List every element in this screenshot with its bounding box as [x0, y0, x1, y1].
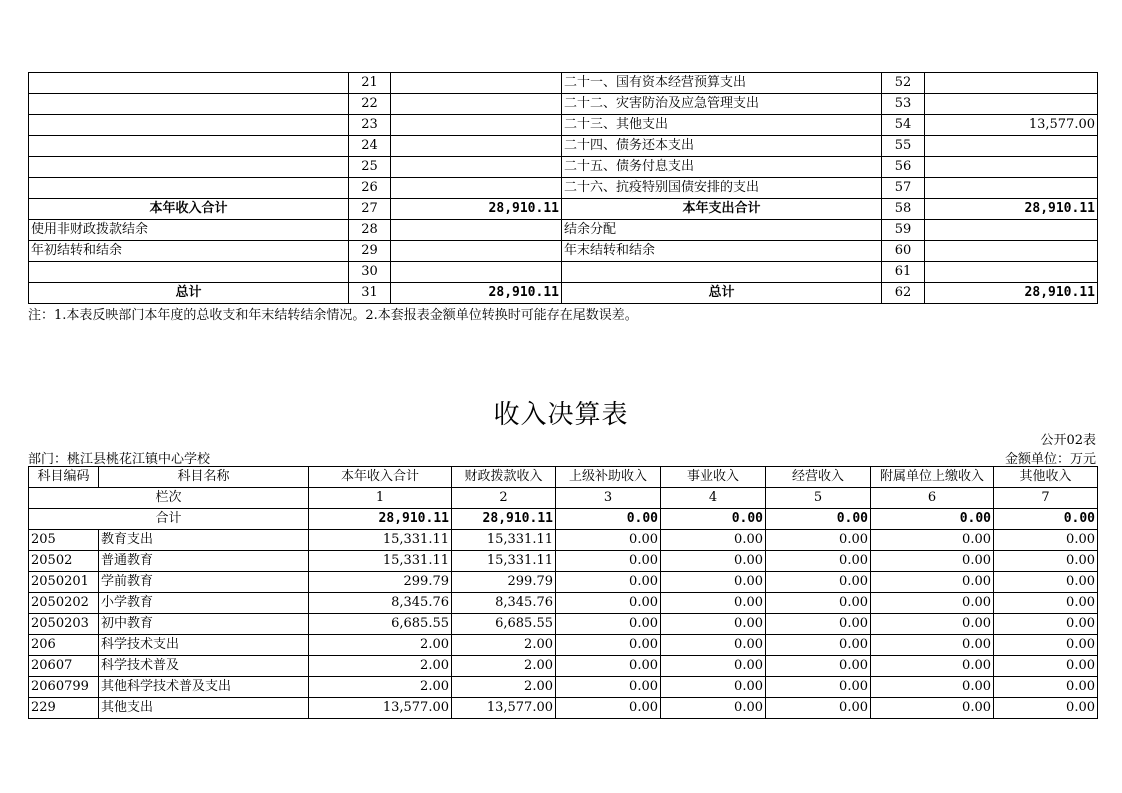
amount-cell: 0.00 — [556, 572, 661, 593]
subject-name-cell: 小学教育 — [99, 593, 309, 614]
amount-cell: 0.00 — [766, 656, 871, 677]
summary-row — [29, 115, 1098, 136]
amount-cell: 0.00 — [871, 698, 994, 719]
amount-cell: 0.00 — [661, 698, 766, 719]
summary-row — [29, 73, 1098, 94]
left-item-label — [29, 262, 349, 283]
right-line-number: 59 — [882, 220, 925, 241]
amount-cell: 2.00 — [452, 656, 556, 677]
amount-cell: 0.00 — [871, 635, 994, 656]
left-item-label: 总计 — [29, 283, 349, 304]
right-item-label — [562, 262, 882, 283]
left-item-label — [29, 136, 349, 157]
summary-row — [29, 241, 1098, 262]
summary-row — [29, 157, 1098, 178]
right-line-number: 55 — [882, 136, 925, 157]
table-row — [29, 614, 1098, 635]
amount-cell: 0.00 — [994, 656, 1098, 677]
left-amount — [391, 220, 562, 241]
left-item-label — [29, 73, 349, 94]
amount-cell: 0.00 — [994, 677, 1098, 698]
header-cell: 经营收入 — [766, 467, 871, 488]
column-number-cell: 3 — [556, 488, 661, 509]
header-cell: 财政拨款收入 — [452, 467, 556, 488]
amount-cell: 299.79 — [309, 572, 452, 593]
subject-code-cell: 2050203 — [29, 614, 99, 635]
left-amount — [391, 178, 562, 199]
table-note: 注：1.本表反映部门本年度的总收支和年末结转结余情况。2.本套报表金额单位转换时可能存在尾数误差。 — [28, 308, 638, 323]
amount-cell: 0.00 — [661, 677, 766, 698]
subject-code-cell: 20502 — [29, 551, 99, 572]
subject-name-cell: 其他支出 — [99, 698, 309, 719]
amount-cell: 8,345.76 — [452, 593, 556, 614]
left-item-label — [29, 115, 349, 136]
amount-cell: 6,685.55 — [452, 614, 556, 635]
summary-row — [29, 136, 1098, 157]
amount-cell: 0.00 — [766, 572, 871, 593]
amount-cell: 6,685.55 — [309, 614, 452, 635]
amount-cell: 0.00 — [994, 551, 1098, 572]
right-item-label: 二十二、灾害防治及应急管理支出 — [562, 94, 882, 115]
left-line-number: 29 — [349, 241, 391, 262]
amount-cell: 0.00 — [661, 551, 766, 572]
table-row — [29, 698, 1098, 719]
left-line-number: 22 — [349, 94, 391, 115]
right-amount: 13,577.00 — [925, 115, 1098, 136]
form-number: 公开02表 — [1040, 433, 1096, 448]
amount-cell: 13,577.00 — [309, 698, 452, 719]
summary-row — [29, 178, 1098, 199]
amount-cell: 0.00 — [871, 614, 994, 635]
subject-name-cell: 其他科学技术普及支出 — [99, 677, 309, 698]
amount-cell: 0.00 — [994, 530, 1098, 551]
amount-cell: 0.00 — [766, 530, 871, 551]
right-line-number: 57 — [882, 178, 925, 199]
header-cell: 附属单位上缴收入 — [871, 467, 994, 488]
summary-row — [29, 220, 1098, 241]
total-value-cell: 0.00 — [556, 509, 661, 530]
total-value-cell: 28,910.11 — [452, 509, 556, 530]
right-line-number: 58 — [882, 199, 925, 220]
left-line-number: 25 — [349, 157, 391, 178]
subject-name-cell: 初中教育 — [99, 614, 309, 635]
right-item-label: 二十三、其他支出 — [562, 115, 882, 136]
total-value-cell: 0.00 — [994, 509, 1098, 530]
right-amount — [925, 241, 1098, 262]
left-line-number: 24 — [349, 136, 391, 157]
left-amount — [391, 94, 562, 115]
amount-cell: 0.00 — [871, 551, 994, 572]
summary-table-body — [29, 73, 1098, 304]
amount-cell: 0.00 — [661, 635, 766, 656]
amount-cell: 0.00 — [556, 593, 661, 614]
left-item-label — [29, 157, 349, 178]
summary-table — [28, 72, 1098, 304]
total-value-cell: 0.00 — [661, 509, 766, 530]
right-amount — [925, 136, 1098, 157]
column-number-cell: 4 — [661, 488, 766, 509]
left-amount — [391, 157, 562, 178]
column-number-row — [29, 488, 1098, 509]
amount-cell: 0.00 — [766, 635, 871, 656]
right-line-number: 62 — [882, 283, 925, 304]
left-line-number: 28 — [349, 220, 391, 241]
amount-cell: 2.00 — [309, 656, 452, 677]
header-cell: 科目编码 — [29, 467, 99, 488]
right-item-label: 二十五、债务付息支出 — [562, 157, 882, 178]
subject-name-cell: 教育支出 — [99, 530, 309, 551]
right-amount — [925, 94, 1098, 115]
amount-cell: 0.00 — [871, 530, 994, 551]
amount-cell: 15,331.11 — [309, 551, 452, 572]
right-line-number: 52 — [882, 73, 925, 94]
header-cell: 其他收入 — [994, 467, 1098, 488]
left-item-label: 本年收入合计 — [29, 199, 349, 220]
amount-cell: 15,331.11 — [309, 530, 452, 551]
left-line-number: 23 — [349, 115, 391, 136]
amount-cell: 0.00 — [556, 677, 661, 698]
table-row — [29, 530, 1098, 551]
left-line-number: 26 — [349, 178, 391, 199]
amount-cell: 13,577.00 — [452, 698, 556, 719]
subject-code-cell: 2050201 — [29, 572, 99, 593]
total-row — [29, 509, 1098, 530]
summary-row — [29, 94, 1098, 115]
amount-cell: 0.00 — [556, 635, 661, 656]
left-amount — [391, 241, 562, 262]
left-item-label — [29, 94, 349, 115]
left-amount — [391, 73, 562, 94]
amount-cell: 0.00 — [871, 677, 994, 698]
right-item-label: 二十四、债务还本支出 — [562, 136, 882, 157]
right-item-label: 总计 — [562, 283, 882, 304]
amount-cell: 2.00 — [452, 635, 556, 656]
table-row — [29, 635, 1098, 656]
left-item-label — [29, 178, 349, 199]
amount-cell: 0.00 — [661, 530, 766, 551]
amount-cell: 299.79 — [452, 572, 556, 593]
amount-cell: 0.00 — [871, 572, 994, 593]
header-cell: 本年收入合计 — [309, 467, 452, 488]
right-amount: 28,910.11 — [925, 283, 1098, 304]
right-amount — [925, 262, 1098, 283]
column-number-cell: 2 — [452, 488, 556, 509]
subject-code-cell: 2060799 — [29, 677, 99, 698]
left-amount — [391, 115, 562, 136]
table-row — [29, 677, 1098, 698]
amount-cell: 15,331.11 — [452, 551, 556, 572]
subject-code-cell: 2050202 — [29, 593, 99, 614]
column-label-cell: 栏次 — [29, 488, 309, 509]
amount-cell: 0.00 — [766, 698, 871, 719]
amount-cell: 0.00 — [556, 656, 661, 677]
subject-code-cell: 205 — [29, 530, 99, 551]
subject-name-cell: 普通教育 — [99, 551, 309, 572]
left-line-number: 30 — [349, 262, 391, 283]
total-value-cell: 0.00 — [871, 509, 994, 530]
right-item-label: 二十一、国有资本经营预算支出 — [562, 73, 882, 94]
amount-cell: 0.00 — [556, 614, 661, 635]
right-amount — [925, 220, 1098, 241]
right-amount — [925, 73, 1098, 94]
right-line-number: 56 — [882, 157, 925, 178]
amount-cell: 0.00 — [661, 593, 766, 614]
summary-row — [29, 199, 1098, 220]
subject-code-cell: 20607 — [29, 656, 99, 677]
amount-cell: 0.00 — [994, 635, 1098, 656]
amount-cell: 0.00 — [766, 593, 871, 614]
right-item-label: 本年支出合计 — [562, 199, 882, 220]
subject-code-cell: 206 — [29, 635, 99, 656]
amount-cell: 0.00 — [994, 614, 1098, 635]
left-item-label: 使用非财政拨款结余 — [29, 220, 349, 241]
amount-cell: 0.00 — [994, 572, 1098, 593]
amount-cell: 0.00 — [871, 656, 994, 677]
column-number-cell: 6 — [871, 488, 994, 509]
amount-cell: 0.00 — [661, 614, 766, 635]
department-label: 部门：桃江县桃花江镇中心学校 — [28, 452, 211, 467]
left-item-label: 年初结转和结余 — [29, 241, 349, 262]
right-item-label: 年末结转和结余 — [562, 241, 882, 262]
subject-name-cell: 科学技术普及 — [99, 656, 309, 677]
right-amount — [925, 157, 1098, 178]
amount-cell: 2.00 — [309, 677, 452, 698]
table-row — [29, 572, 1098, 593]
column-number-cell: 5 — [766, 488, 871, 509]
column-number-cell: 7 — [994, 488, 1098, 509]
left-line-number: 31 — [349, 283, 391, 304]
right-item-label: 结余分配 — [562, 220, 882, 241]
left-amount: 28,910.11 — [391, 199, 562, 220]
subject-name-cell: 学前教育 — [99, 572, 309, 593]
left-line-number: 27 — [349, 199, 391, 220]
amount-cell: 2.00 — [452, 677, 556, 698]
right-amount — [925, 178, 1098, 199]
amount-cell: 0.00 — [556, 551, 661, 572]
right-line-number: 61 — [882, 262, 925, 283]
subject-code-cell: 229 — [29, 698, 99, 719]
left-amount: 28,910.11 — [391, 283, 562, 304]
table-row — [29, 593, 1098, 614]
amount-cell: 0.00 — [556, 698, 661, 719]
unit-label: 金额单位：万元 — [1004, 452, 1096, 467]
right-line-number: 54 — [882, 115, 925, 136]
page-title: 收入决算表 — [493, 400, 629, 430]
amount-cell: 0.00 — [661, 572, 766, 593]
right-line-number: 60 — [882, 241, 925, 262]
amount-cell: 2.00 — [309, 635, 452, 656]
income-table-body — [29, 530, 1098, 719]
amount-cell: 0.00 — [871, 593, 994, 614]
total-value-cell: 0.00 — [766, 509, 871, 530]
amount-cell: 0.00 — [994, 593, 1098, 614]
subject-name-cell: 科学技术支出 — [99, 635, 309, 656]
amount-cell: 8,345.76 — [309, 593, 452, 614]
left-amount — [391, 262, 562, 283]
table-row — [29, 656, 1098, 677]
header-cell: 上级补助收入 — [556, 467, 661, 488]
left-line-number: 21 — [349, 73, 391, 94]
amount-cell: 0.00 — [661, 656, 766, 677]
amount-cell: 0.00 — [766, 677, 871, 698]
header-cell: 事业收入 — [661, 467, 766, 488]
right-item-label: 二十六、抗疫特别国债安排的支出 — [562, 178, 882, 199]
amount-cell: 0.00 — [994, 698, 1098, 719]
total-label-cell: 合计 — [29, 509, 309, 530]
income-table-header-row — [29, 467, 1098, 488]
column-number-cell: 1 — [309, 488, 452, 509]
left-amount — [391, 136, 562, 157]
summary-row — [29, 283, 1098, 304]
summary-row — [29, 262, 1098, 283]
total-value-cell: 28,910.11 — [309, 509, 452, 530]
right-amount: 28,910.11 — [925, 199, 1098, 220]
amount-cell: 0.00 — [766, 551, 871, 572]
header-cell: 科目名称 — [99, 467, 309, 488]
right-line-number: 53 — [882, 94, 925, 115]
amount-cell: 0.00 — [766, 614, 871, 635]
amount-cell: 0.00 — [556, 530, 661, 551]
table-row — [29, 551, 1098, 572]
amount-cell: 15,331.11 — [452, 530, 556, 551]
income-table — [28, 466, 1098, 719]
